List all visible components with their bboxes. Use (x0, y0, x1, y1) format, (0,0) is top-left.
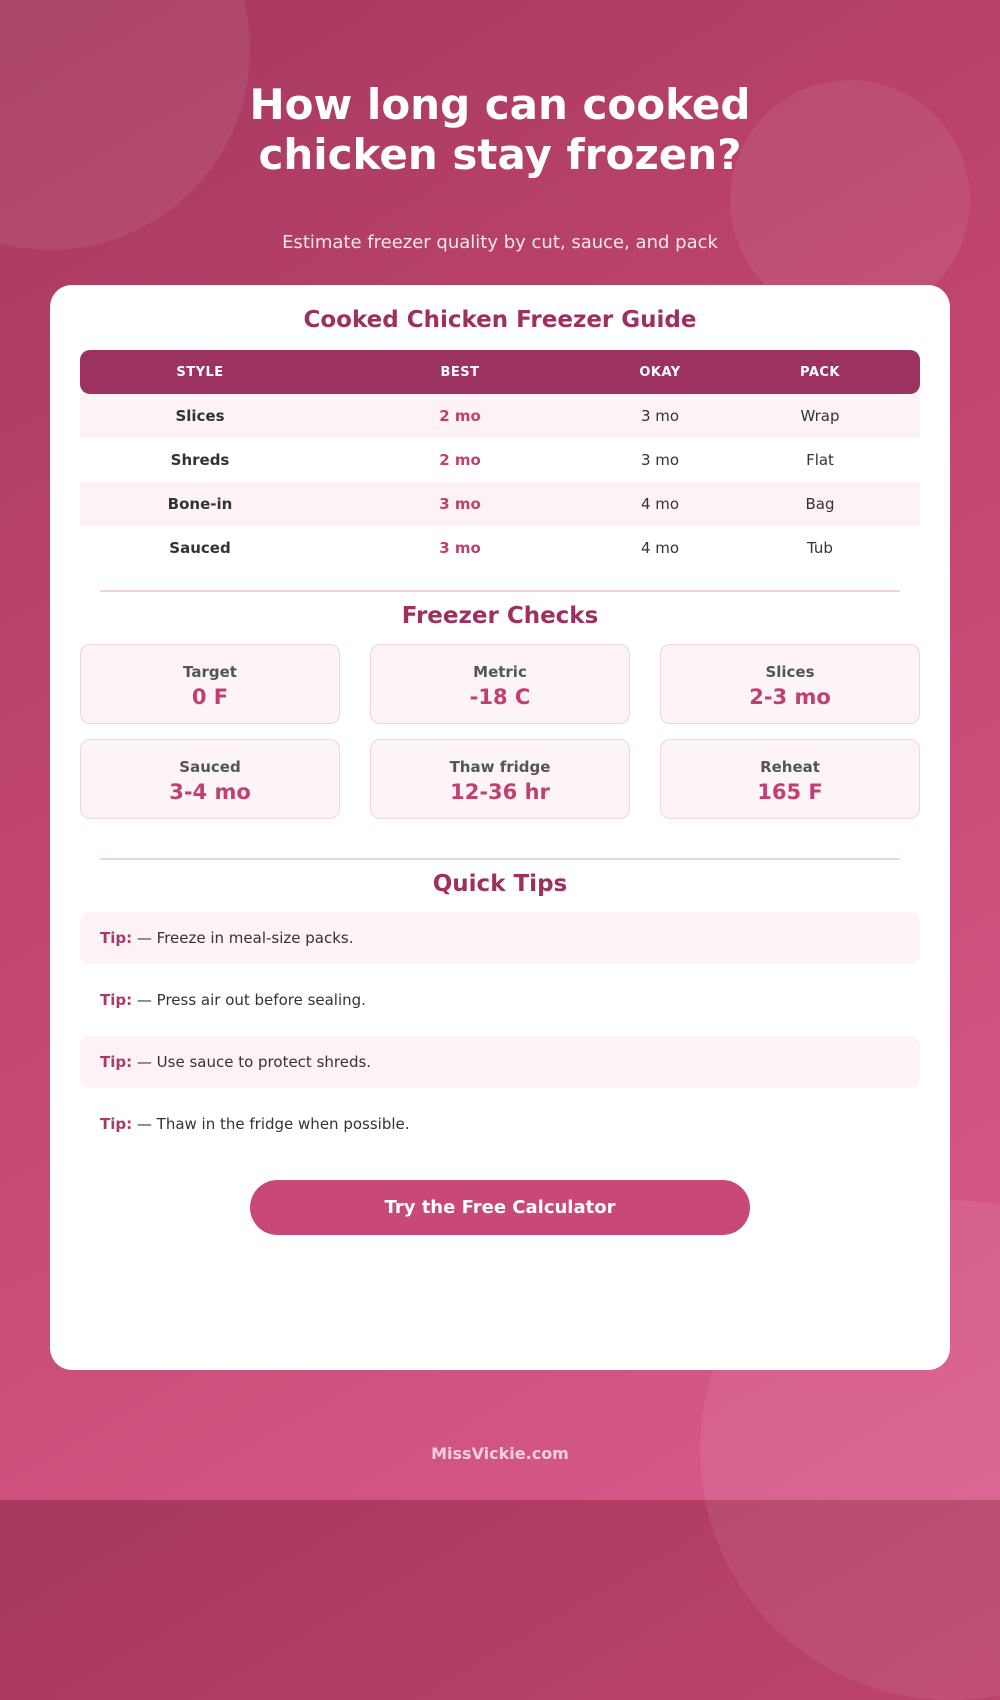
cell-style: Sauced (169, 539, 231, 557)
column-header-best: BEST (320, 350, 600, 394)
guide-title: Cooked Chicken Freezer Guide (303, 307, 697, 333)
check-card-slices (660, 644, 920, 724)
freezer-guide-table (80, 350, 920, 570)
cell-style: Slices (80, 394, 320, 438)
check-value: -18 C (469, 685, 531, 709)
cell-pack: Tub (807, 539, 833, 557)
table-row (80, 394, 920, 438)
tip-prefix: Tip: (100, 1115, 133, 1133)
table-header-row (80, 350, 920, 394)
table-row (80, 438, 920, 482)
tip-text: — Use sauce to protect shreds. (136, 1053, 372, 1071)
cell-best: 2 mo (320, 394, 600, 438)
cell-best: 3 mo (320, 482, 600, 526)
tip-prefix: Tip: (100, 1053, 133, 1071)
footer-brand: MissVickie.com (431, 1444, 569, 1463)
check-value: 3-4 mo (169, 780, 251, 804)
cell-okay: 4 mo (640, 539, 680, 557)
page-subtitle: Estimate freezer quality by cut, sauce, and pack (282, 232, 718, 253)
cell-okay: 4 mo (600, 482, 720, 526)
section-divider (100, 858, 900, 860)
column-header-style: STYLE (80, 350, 320, 394)
check-card-metric (370, 644, 630, 724)
check-label: Thaw fridge (449, 758, 551, 776)
table-row (80, 526, 920, 570)
page-title (0, 80, 1000, 180)
cell-okay: 3 mo (640, 451, 680, 469)
tip-item (80, 1036, 920, 1088)
check-card-thaw (370, 739, 630, 819)
cell-best: 2 mo (439, 451, 481, 469)
tip-item (80, 1098, 920, 1150)
cell-okay: 3 mo (600, 394, 720, 438)
section-divider (100, 590, 900, 592)
tip-item (80, 974, 920, 1026)
check-value: 12-36 hr (450, 780, 550, 804)
tip-text: — Thaw in the fridge when possible. (136, 1115, 410, 1133)
cell-style: Shreds (170, 451, 230, 469)
tips-title: Quick Tips (432, 871, 568, 897)
checks-title: Freezer Checks (401, 603, 599, 629)
check-card-sauced (80, 739, 340, 819)
cell-style: Bone-in (80, 482, 320, 526)
cell-best: 3 mo (439, 539, 481, 557)
try-calculator-button[interactable]: Try the Free Calculator (250, 1180, 750, 1235)
check-label: Target (183, 663, 237, 681)
column-header-pack: PACK (720, 350, 920, 394)
table-row (80, 482, 920, 526)
cell-pack: Wrap (720, 394, 920, 438)
page-title-line-2: chicken stay frozen? (258, 130, 742, 179)
tip-text: — Freeze in meal-size packs. (136, 929, 354, 947)
check-value: 2-3 mo (749, 685, 831, 709)
check-label: Metric (473, 663, 527, 681)
content-card (50, 285, 950, 1370)
cell-pack: Bag (720, 482, 920, 526)
cell-pack: Flat (806, 451, 834, 469)
check-label: Sauced (179, 758, 241, 776)
check-card-reheat (660, 739, 920, 819)
check-card-target (80, 644, 340, 724)
check-label: Reheat (760, 758, 820, 776)
check-label: Slices (765, 663, 815, 681)
tip-prefix: Tip: (100, 929, 133, 947)
tip-text: — Press air out before sealing. (136, 991, 366, 1009)
tip-item (80, 912, 920, 964)
page-title-line-1: How long can cooked (249, 80, 751, 129)
check-value: 165 F (757, 780, 823, 804)
tip-prefix: Tip: (100, 991, 133, 1009)
check-value: 0 F (191, 685, 229, 709)
column-header-okay: OKAY (600, 350, 720, 394)
